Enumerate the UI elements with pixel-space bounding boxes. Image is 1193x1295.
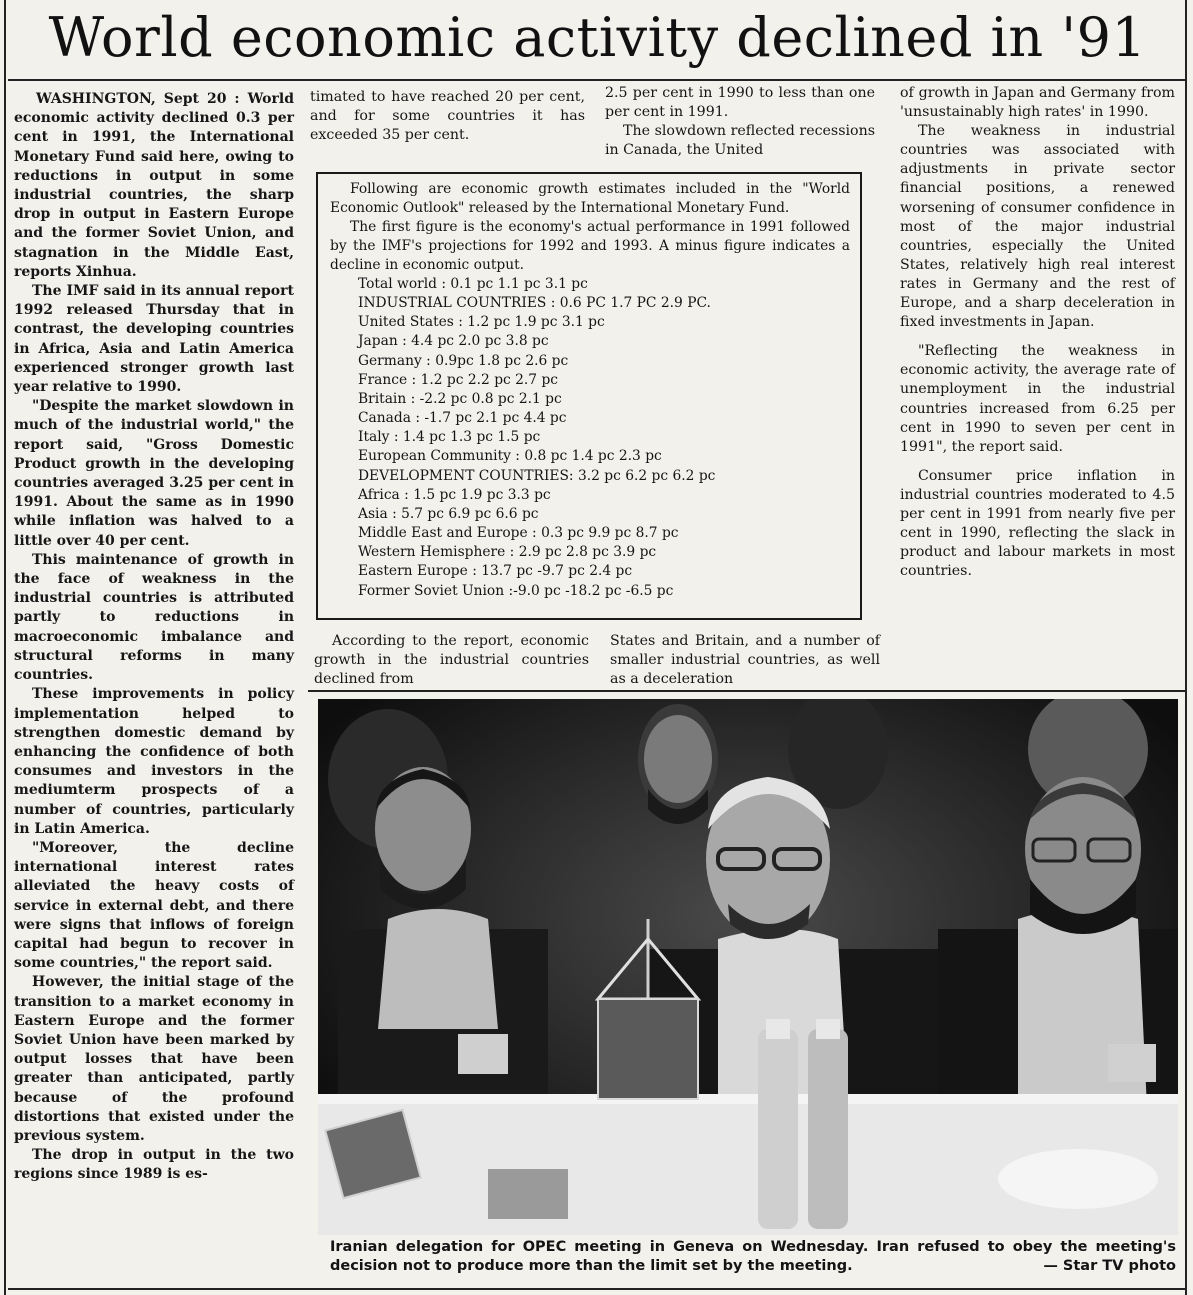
growth-estimates-list xyxy=(330,275,850,601)
estimate-row: Total world : 0.1 pc 1.1 pc 3.1 pc xyxy=(358,276,588,292)
paragraph: These improvements in policy implementation helped to strengthen domestic demand by enhancing the confidence of both consumes and investors in the mediumterm prospects of a number of countries, particularly in Latin America. xyxy=(14,686,294,837)
estimate-row: Former Soviet Union :-9.0 pc -18.2 pc -6.5 pc xyxy=(358,582,674,599)
paragraph: of growth in Japan and Germany from 'unsustainably high rates' in 1990. xyxy=(900,85,1175,121)
paragraph: "Despite the market slowdown in much of the industrial world," the report said, "Gross Domestic Product growth in the developing countries averaged 3.25 per cent in 1991. About the same as in 1990 while inflation was halved to a little over 40 per cent. xyxy=(14,398,294,549)
paragraph: States and Britain, and a number of smaller industrial countries, as well as a deceleration xyxy=(610,633,880,688)
estimate-row: United States : 1.2 pc 1.9 pc 3.1 pc xyxy=(358,314,605,331)
estimate-row: Africa : 1.5 pc 1.9 pc 3.3 pc xyxy=(358,486,551,503)
estimate-row: Japan : 4.4 pc 2.0 pc 3.8 pc xyxy=(358,333,549,350)
bottom-rule xyxy=(8,1288,1185,1290)
paragraph: The drop in output in the two regions since 1989 is es- xyxy=(14,1147,294,1183)
paragraph: timated to have reached 20 per cent, and for some countries it has exceeded 35 per cent. xyxy=(310,89,585,144)
estimate-row: European Community : 0.8 pc 1.4 pc 2.3 pc xyxy=(358,448,662,465)
opec-delegation-photo xyxy=(318,699,1178,1235)
estimate-row: Germany : 0.9pc 1.8 pc 2.6 pc xyxy=(358,352,569,369)
paragraph: This maintenance of growth in the face of weakness in the industrial countries is attributed partly to reductions in macroeconomic imbalance and structural reforms in many countries. xyxy=(14,551,294,684)
article-column-3 xyxy=(900,84,1175,581)
article-column-4b xyxy=(610,632,880,689)
estimate-row: DEVELOPMENT COUNTRIES: 3.2 pc 6.2 pc 6.2 pc xyxy=(358,467,716,484)
estimate-row: Eastern Europe : 13.7 pc -9.7 pc 2.4 pc xyxy=(358,563,633,580)
photo-illustration xyxy=(318,699,1178,1235)
box-intro: The first figure is the economy's actual performance in 1991 followed by the IMF's projections for 1992 and 1993. A minus figure indicates a decline in economic output. xyxy=(330,219,850,273)
article-column-4a xyxy=(314,632,589,689)
paragraph: 2.5 per cent in 1990 to less than one per cent in 1991. xyxy=(605,85,875,121)
estimate-row: France : 1.2 pc 2.2 pc 2.7 pc xyxy=(358,371,559,388)
estimate-row: Britain : -2.2 pc 0.8 pc 2.1 pc xyxy=(358,390,562,407)
paragraph: Consumer price inflation in industrial countries moderated to 4.5 per cent in 1991 from nearly five per cent in 1990, reflecting the slack in product and labour markets in most countries. xyxy=(900,467,1175,580)
photo-caption xyxy=(330,1238,1176,1276)
article-column-1 xyxy=(14,90,294,1185)
photo-credit: — Star TV photo xyxy=(1043,1258,1176,1274)
estimate-row: Middle East and Europe : 0.3 pc 9.9 pc 8.7 pc xyxy=(358,525,679,542)
paragraph: "Moreover, the decline international interest rates alleviated the heavy costs of service in external debt, and there were signs that inflows of foreign capital had begun to recover in some countries," the report said. xyxy=(14,839,294,972)
paragraph: The weakness in industrial countries was associated with adjustments in private sector financial positions, a renewed worsening of consumer confidence in most of the major industrial countries, especially the United States, relatively high real interest rates in Germany and the rest of Europe, and a sharp deceleration in fixed investments in Japan. xyxy=(900,123,1175,331)
estimate-row: Italy : 1.4 pc 1.3 pc 1.5 pc xyxy=(358,429,541,446)
estimate-row: INDUSTRIAL COUNTRIES : 0.6 PC 1.7 PC 2.9 PC. xyxy=(358,295,711,312)
paragraph: The IMF said in its annual report 1992 released Thursday that in contrast, the developing countries in Africa, Asia and Latin America experienced stronger growth last year relative to 1990. xyxy=(14,283,294,396)
estimate-row: Western Hemisphere : 2.9 pc 2.8 pc 3.9 pc xyxy=(358,544,657,561)
top-rule xyxy=(8,79,1185,81)
paragraph: The slowdown reflected recessions in Canada, the United xyxy=(605,123,875,159)
article-column-2a xyxy=(310,88,585,145)
paragraph: WASHINGTON, Sept 20 : World economic activity declined 0.3 per cent in 1991, the International Monetary Fund said here, owing to reductions in output in some industrial countries, the sharp drop in output in Eastern Europe and the former Soviet Union, and stagnation in the Middle East, reports Xinhua. xyxy=(14,91,294,280)
estimate-row: Asia : 5.7 pc 6.9 pc 6.6 pc xyxy=(358,505,539,522)
headline: World economic activity declined in '91 xyxy=(48,6,1147,69)
paragraph: According to the report, economic growth in the industrial countries declined from xyxy=(314,633,589,688)
article-column-2b xyxy=(605,84,875,160)
right-border xyxy=(1185,0,1187,1295)
box-intro: Following are economic growth estimates included in the "World Economic Outlook" released by the International Monetary Fund. xyxy=(330,181,850,216)
estimate-row: Canada : -1.7 pc 2.1 pc 4.4 pc xyxy=(358,410,567,427)
photo-top-rule xyxy=(308,690,1186,692)
paragraph: "Reflecting the weakness in economic activity, the average rate of unemployment in the industrial countries increased from 6.25 per cent in 1990 to seven per cent in 1991", the report said. xyxy=(900,343,1175,455)
paragraph: However, the initial stage of the transition to a market economy in Eastern Europe and the former Soviet Union have been marked by output losses that have been greater than anticipated, partly because of the profound distortions that existed under the previous system. xyxy=(14,974,294,1144)
growth-estimates-box xyxy=(316,172,862,620)
left-border xyxy=(4,0,6,1295)
caption-text: Iranian delegation for OPEC meeting in Geneva on Wednesday. Iran refused to obey the meeting's decision not to produce more than the limit set by the meeting. xyxy=(330,1239,1176,1274)
